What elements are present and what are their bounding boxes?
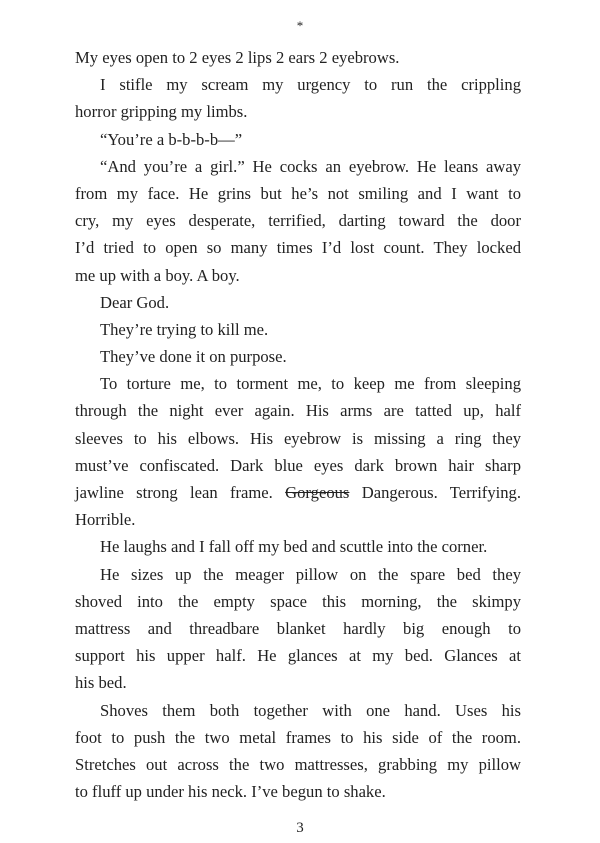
text-line: sleeves to his elbows. His eyebrow is missing a ring they — [75, 428, 521, 448]
text-line: must’ve confiscated. Dark blue eyes dark brown hair sharp — [75, 455, 521, 475]
paragraph — [75, 343, 521, 370]
text-line: his bed. — [75, 673, 127, 693]
text-line: I stifle my scream my urgency to run the crippling — [100, 75, 521, 95]
text-line: To torture me, to torment me, to keep me from sleeping — [100, 374, 521, 394]
text-line: jawline strong lean frame. Gorgeous Dangerous. Terrifying. — [75, 483, 521, 502]
text-line: support his upper half. He glances at my bed. Glances at — [75, 646, 521, 666]
text-line: shoved into the empty space this morning, the skimpy — [75, 591, 521, 611]
text-line: They’ve done it on purpose. — [100, 347, 287, 367]
text-line: He laughs and I fall off my bed and scuttle into the corner. — [100, 537, 488, 557]
paragraph — [75, 71, 521, 125]
text-line: They’re trying to kill me. — [100, 319, 269, 339]
section-break-ornament: * — [296, 18, 304, 33]
paragraph — [75, 533, 521, 560]
paragraph — [75, 126, 521, 153]
text-line: to fluff up under his neck. I’ve begun to shake. — [75, 782, 386, 802]
paragraph — [75, 153, 521, 289]
text-line: My eyes open to 2 eyes 2 lips 2 ears 2 eyebrows. — [75, 48, 400, 67]
paragraph — [75, 370, 521, 533]
page-body-text — [75, 44, 521, 805]
text-line: “And you’re a girl.” He cocks an eyebrow. He leans away — [100, 156, 521, 176]
struck-word: Gorgeous — [285, 483, 350, 502]
text-line: me up with a boy. A boy. — [75, 265, 240, 285]
text-line: He sizes up the meager pillow on the spare bed they — [100, 564, 521, 584]
text-line: Dear God. — [100, 292, 170, 312]
text-line: through the night ever again. His arms are tatted up, half — [75, 401, 521, 421]
text-line: Horrible. — [75, 510, 136, 530]
text-line: cry, my eyes desperate, terrified, darting toward the door — [75, 211, 521, 231]
paragraph — [75, 697, 521, 806]
text-line: Stretches out across the two mattresses, grabbing my pillow — [75, 754, 521, 774]
text-line: mattress and threadbare blanket hardly big enough to — [75, 618, 521, 638]
text-line: Shoves them both together with one hand. Uses his — [100, 700, 521, 720]
paragraph — [75, 561, 521, 697]
paragraph — [75, 316, 521, 343]
page-number: 3 — [296, 820, 304, 836]
text-line: “You’re a b-b-b-b—” — [100, 129, 243, 149]
text-line: horror gripping my limbs. — [75, 102, 248, 122]
text-line: I’d tried to open so many times I’d lost count. They locked — [75, 238, 521, 258]
text-line: foot to push the two metal frames to his side of the room. — [75, 727, 521, 747]
paragraph — [75, 289, 521, 316]
text-line: from my face. He grins but he’s not smiling and I want to — [75, 183, 521, 203]
paragraph — [75, 44, 521, 71]
